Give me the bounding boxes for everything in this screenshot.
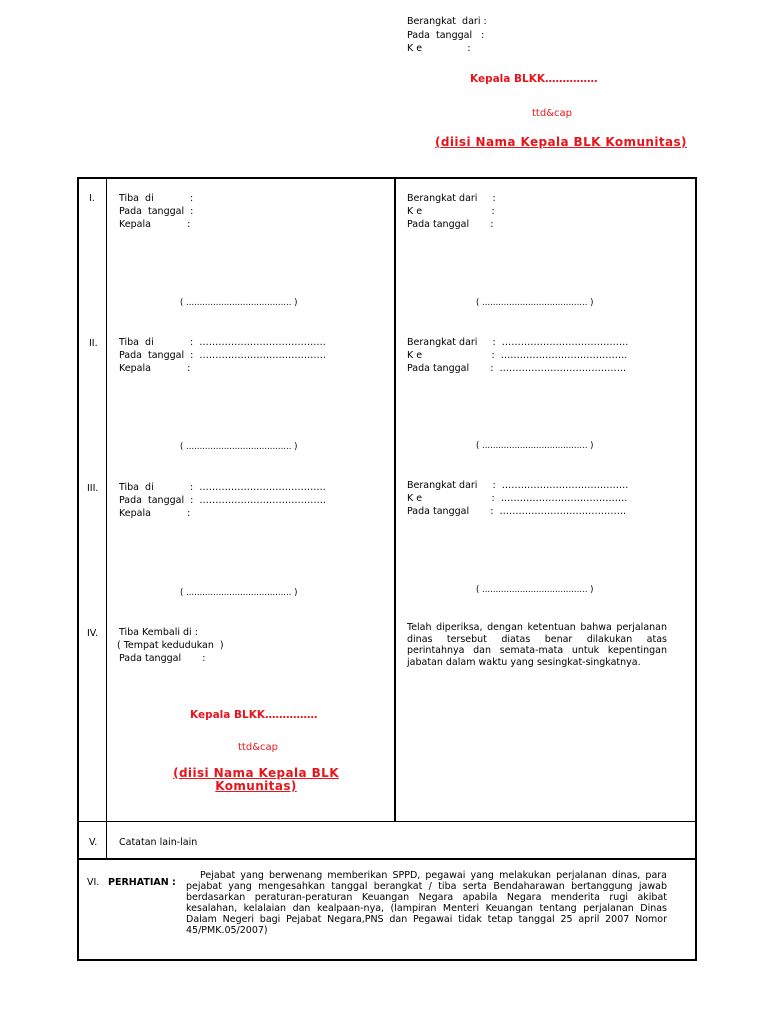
middle-column-divider (394, 177, 396, 822)
section-ii-tiba-di: Tiba di : …………………………………. (119, 337, 326, 348)
section-i-left-signature: ( ....................................... ) (180, 298, 298, 308)
section-ii-number: II. (89, 338, 98, 349)
top-pada-tanggal: Pada tanggal : (407, 30, 485, 41)
top-ttd: ttd&cap (532, 108, 572, 119)
section-iv-tempat-kedudukan: ( Tempat kedudukan ) (117, 640, 224, 651)
section-ii-berangkat-dari: Berangkat dari : …………………………………. (407, 337, 629, 348)
section-iii-right-pada-tanggal: Pada tanggal : …………………………………. (407, 506, 626, 517)
section-iv-number: IV. (87, 628, 99, 639)
row-divider-v (77, 821, 697, 822)
section-iv-nama-kepala (150, 767, 362, 793)
section-iii-kepala: Kepala : (119, 508, 191, 519)
top-ke: K e : (407, 43, 471, 54)
section-ii-right-pada-tanggal: Pada tanggal : …………………………………. (407, 363, 626, 374)
section-i-tiba-di: Tiba di : (119, 193, 194, 204)
section-iii-pada-tanggal: Pada tanggal : …………………………………. (119, 495, 326, 506)
table-border-bottom (77, 959, 697, 961)
section-iii-right-signature: ( ....................................... ) (476, 585, 594, 595)
number-column-divider (106, 177, 107, 859)
section-iv-nama-line1: (diisi Nama Kepala BLK (173, 766, 339, 780)
section-iv-tiba-kembali: Tiba Kembali di : (119, 627, 198, 638)
top-berangkat-dari: Berangkat dari : (407, 16, 487, 27)
section-i-pada-tanggal: Pada tanggal : (119, 206, 194, 217)
section-iv-pada-tanggal: Pada tanggal : (119, 653, 206, 664)
table-border-right (695, 177, 697, 961)
section-i-right-signature: ( ....................................... ) (476, 298, 594, 308)
section-iii-number: III. (87, 483, 99, 494)
section-i-kepala: Kepala : (119, 219, 191, 230)
section-iii-left-signature: ( ....................................... ) (180, 588, 298, 598)
section-i-berangkat-dari: Berangkat dari : (407, 193, 496, 204)
section-vi-perhatian: PERHATIAN : (108, 877, 176, 888)
section-iv-kepala: Kepala BLKK…………… (190, 709, 318, 721)
section-ii-right-signature: ( ....................................... ) (476, 441, 594, 451)
section-iii-tiba-di: Tiba di : …………………………………. (119, 482, 326, 493)
section-iv-ttd: ttd&cap (238, 742, 278, 753)
section-i-right-pada-tanggal: Pada tanggal : (407, 219, 494, 230)
section-v-number: V. (89, 837, 98, 848)
section-v-catatan: Catatan lain-lain (119, 837, 198, 848)
section-iv-verification-text: Telah diperiksa, dengan ketentuan bahwa perjalanan dinas tersebut diatas benar dilakukan atas perintahnya dan semata-mata untuk kepentingan jabatan dalam waktu yang sesingkat-singkatnya. (407, 622, 667, 668)
section-ii-left-signature: ( ....................................... ) (180, 442, 298, 452)
table-border-top (77, 177, 697, 179)
section-ii-pada-tanggal: Pada tanggal : …………………………………. (119, 350, 326, 361)
top-nama-kepala: (diisi Nama Kepala BLK Komunitas) (435, 135, 687, 149)
section-ii-ke: K e : …………………………………. (407, 350, 628, 361)
table-border-left (77, 177, 79, 961)
row-divider-vi (77, 858, 697, 860)
section-i-number: I. (89, 193, 95, 204)
section-iii-ke: K e : …………………………………. (407, 493, 628, 504)
section-ii-kepala: Kepala : (119, 363, 191, 374)
section-vi-text: Pejabat yang berwenang memberikan SPPD, pegawai yang melakukan perjalanan dinas, para pejabat yang mengesahkan tanggal berangkat / tiba serta Bendaharawan bertanggung jawab berdasarkan peraturan-peraturan Keuangan Negara apabila Negara menderita rugi akibat kesalahan, kelalaian dan kealpaan-nya, (lampiran Menteri Keuangan tentang perjalanan Dinas Dalam Negeri bagi Pejabat Negara,PNS dan Pegawai tidak tetap tanggal 25 april 2007 Nomor 45/PMK.05/2007) (186, 870, 667, 936)
top-kepala: Kepala BLKK…………… (470, 73, 598, 85)
section-iv-nama-line2: Komunitas) (215, 779, 297, 793)
section-vi-number: VI. (87, 877, 100, 888)
section-i-ke: K e : (407, 206, 495, 217)
section-iii-berangkat-dari: Berangkat dari : …………………………………. (407, 480, 629, 491)
